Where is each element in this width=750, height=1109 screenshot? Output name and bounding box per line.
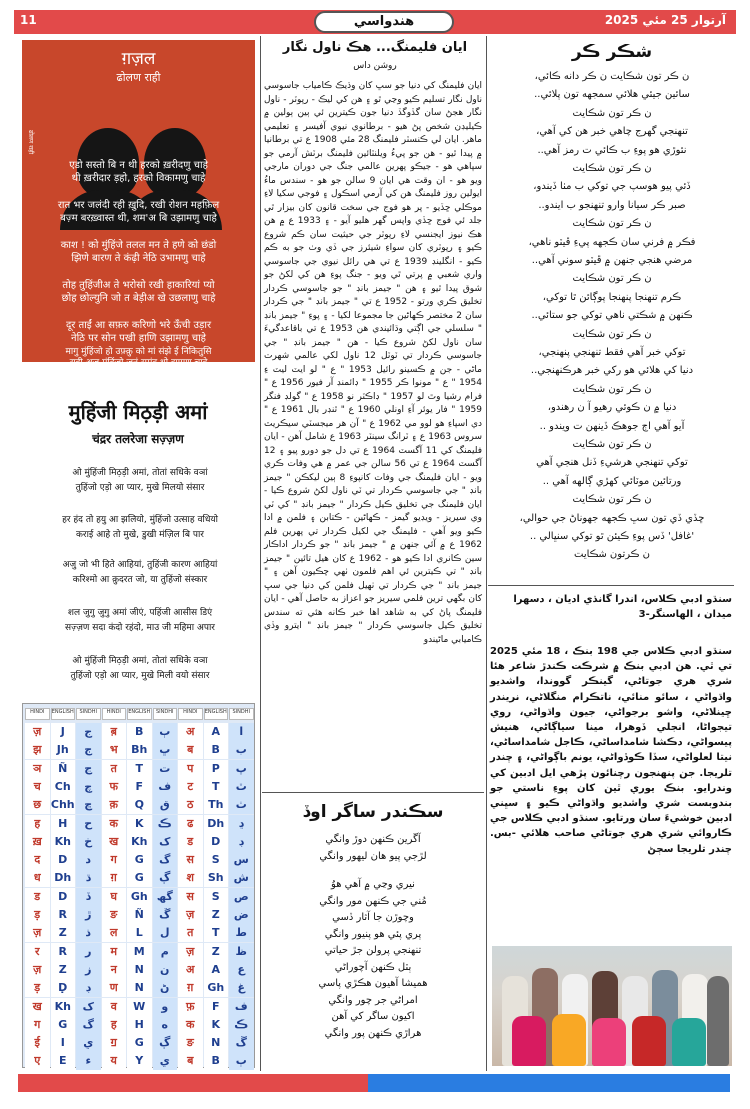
page-header xyxy=(14,10,736,34)
chart-cell: ग़ xyxy=(102,869,127,887)
poem-line: सज़्ज़ण सदा कंदो रहंदो, माउ जी महिमा अपार xyxy=(65,623,215,633)
chart-cell: ब xyxy=(178,741,203,759)
chart-cell: N xyxy=(204,1034,229,1052)
chart-cell: ढ xyxy=(178,815,203,833)
chart-cell: ر xyxy=(76,943,101,961)
news-heading: سنڌو ادبي ڪلاس، اندرا گانڌي اديان ، دسهرا ميدان ، الهاسنگر-3 xyxy=(513,594,732,620)
chart-cell: ग xyxy=(102,851,127,869)
chart-cell: ذ xyxy=(76,924,101,942)
poster-line: थी ख़रीदार ड़हो, हरको विकामणु चाहे xyxy=(71,173,206,184)
chart-cell: द xyxy=(25,851,50,869)
poster-line: रात भर जलंदी रही ख़ुदि, रखी रोशन महफ़िल xyxy=(57,200,220,211)
poem3-line: ن ڪر تون شڪايت xyxy=(572,328,652,340)
chart-cell: श xyxy=(178,869,203,887)
chart-cell: Ch xyxy=(51,778,76,796)
chart-cell: म xyxy=(102,943,127,961)
chart-cell: ड़ xyxy=(25,979,50,997)
chart-cell: ي xyxy=(76,1034,101,1052)
chart-cell: अ xyxy=(178,961,203,979)
chart-cell: Ñ xyxy=(127,906,152,924)
chart-cell: Kh xyxy=(51,833,76,851)
chart-cell: A xyxy=(204,961,229,979)
stanza xyxy=(20,654,260,684)
chart-cell: Jh xyxy=(51,741,76,759)
chart-cell: ग़ xyxy=(178,979,203,997)
chart-cell: ت xyxy=(153,760,178,778)
chart-cell: گھ xyxy=(153,888,178,906)
chart-cell: Chh xyxy=(51,796,76,814)
poster-line: एडो सस्तो बि न थी हरको ख़रीदणु चाहे xyxy=(69,160,208,171)
chart-cell: F xyxy=(127,778,152,796)
chart-cell: त xyxy=(102,760,127,778)
footer-bar-left xyxy=(18,1074,368,1092)
chart-cell: ज़ xyxy=(178,906,203,924)
chart-cell: G xyxy=(127,851,152,869)
chart-cell: ه xyxy=(153,1016,178,1034)
chart-cell: ل xyxy=(153,924,178,942)
chart-cell: ग xyxy=(25,1016,50,1034)
chart-cell: ब़ xyxy=(102,723,127,741)
chart-cell: Q xyxy=(127,796,152,814)
chart-cell: چ xyxy=(76,778,101,796)
chart-cell: ا xyxy=(229,723,254,741)
chart-cell: B xyxy=(127,723,152,741)
chart-cell: न xyxy=(102,961,127,979)
chart-cell: र xyxy=(25,943,50,961)
chart-cell: ٺ xyxy=(229,796,254,814)
chart-cell: ह xyxy=(102,1016,127,1034)
poem3-line: نئوڙي هو پوءِ ب ڪائي ت رمز آهي.. xyxy=(537,144,687,156)
chart-cell: Kh xyxy=(127,833,152,851)
poem3-line: سائين جيئي هلائي سمجهه تون پلائي.. xyxy=(534,89,690,101)
poem3-line: ن ڪرتون شڪايت xyxy=(574,549,650,561)
chart-cell: F xyxy=(204,998,229,1016)
chart-cell: ڃ xyxy=(76,760,101,778)
chart-cell: ज़ xyxy=(25,924,50,942)
chart-cell: A xyxy=(204,723,229,741)
chart-cell: ٻ xyxy=(153,723,178,741)
chart-cell: ص xyxy=(229,888,254,906)
chart-cell: Bh xyxy=(127,741,152,759)
chart-cell: ڪ xyxy=(229,1016,254,1034)
chart-cell: J xyxy=(51,723,76,741)
chart-cell: I xyxy=(51,1034,76,1052)
stanza xyxy=(20,606,260,636)
poem2-title: سڪندر ساگر اوڏ xyxy=(302,802,444,822)
poem-line: तुहिंजो एड़ो आ प्यार, मुखे मिली वयो संसार xyxy=(70,671,210,681)
chart-cell: ف xyxy=(153,778,178,796)
column-divider xyxy=(260,36,261,1071)
poem3-line: دنيا ۾ ن ڪوئي رهيو آ ن رهندو، xyxy=(547,402,677,414)
chart-cell: क xyxy=(102,815,127,833)
chart-cell: ي xyxy=(153,1052,178,1070)
poem3-line: مرضي هنجي جنهن ۾ ڦيٽو سوني آهي.. xyxy=(531,255,693,266)
poem3-line: ن ڪر تون شڪايت ن ڪر دانه ڪائي، xyxy=(534,71,690,82)
poem3-line: توکي تنهنجي هرشيءِ ڏنل هنجي آهي xyxy=(536,457,688,469)
poster-title: ग़ज़ल xyxy=(121,49,156,69)
chart-cell: ڙ xyxy=(76,906,101,924)
chart-cell: س xyxy=(229,851,254,869)
chart-cell: ح xyxy=(76,815,101,833)
poem-line: ओ मुंहिंजी मिठ़ड़ी अमां, तोतां सधिके वञा xyxy=(72,656,208,666)
stanza xyxy=(20,513,260,543)
chart-cell: گ xyxy=(76,1016,101,1034)
chart-cell: P xyxy=(204,760,229,778)
chart-cell: ٽ xyxy=(229,778,254,796)
chart-cell: پ xyxy=(229,760,254,778)
chart-cell: G xyxy=(51,1016,76,1034)
chart-cell: K xyxy=(127,815,152,833)
poem2-line: هراڙي ڪنهن پور وانگي xyxy=(324,1027,422,1039)
chart-cell: Z xyxy=(51,961,76,979)
chart-cell: ع xyxy=(229,961,254,979)
chart-column-header: HINDI xyxy=(102,708,127,720)
chart-cell: Dh xyxy=(204,815,229,833)
chart-cell: क़ xyxy=(102,796,127,814)
chart-cell: ल xyxy=(102,924,127,942)
chart-cell: E xyxy=(51,1052,76,1070)
poem2-line: وچوڙن جا آثار ڏسي xyxy=(332,912,414,923)
chart-cell: ڱ xyxy=(153,906,178,924)
poem-line: अजु जो भी हिते आहियां, तुहिंजी कारण आहियां xyxy=(62,560,218,570)
chart-cell: ड xyxy=(25,888,50,906)
chart-cell: फ xyxy=(102,778,127,796)
chart-cell: ध xyxy=(25,869,50,887)
poem-line: ओ मुंहिंजी मिठ़ड़ी अमां, तोतां सधिके वञां xyxy=(72,468,208,478)
poster-line: झिणे बारण ते कंढ़ी नेठि उभामणु चाहे xyxy=(71,253,206,264)
chart-cell: छ xyxy=(25,796,50,814)
poster-line: बज़्म बरख़्वास्त थी, शम'अ बि उझामणु चाहे xyxy=(60,213,217,224)
poem2-line: هميشا آهيون هڪڙي پاسي xyxy=(318,978,428,989)
chart-cell: प xyxy=(178,760,203,778)
poster-author: ढोलण राही xyxy=(116,71,161,84)
chart-column-header: ENGLISH xyxy=(204,708,229,720)
poem3-line: ن ڪر تون شڪايت xyxy=(572,273,652,285)
ghazal-poster xyxy=(22,40,255,368)
chart-cell: غ xyxy=(229,979,254,997)
chart-cell: ک xyxy=(153,833,178,851)
group-photo xyxy=(492,946,732,1066)
chart-cell: ॻ xyxy=(102,1034,127,1052)
chart-cell: ڌ xyxy=(76,869,101,887)
chart-cell: Ñ xyxy=(51,760,76,778)
chart-cell: D xyxy=(51,851,76,869)
chart-cell: ڊ xyxy=(229,833,254,851)
chart-cell: ई xyxy=(25,1034,50,1052)
poem3-line: ن ڪر تون شڪايت xyxy=(572,218,652,230)
chart-cell: T xyxy=(204,778,229,796)
chart-cell: B xyxy=(204,741,229,759)
chart-cell: ٻ xyxy=(229,1052,254,1070)
chart-cell: ब xyxy=(178,1052,203,1070)
chart-cell: ض xyxy=(229,906,254,924)
chart-cell: W xyxy=(127,998,152,1016)
chart-column-header: HINDI xyxy=(25,708,50,720)
chart-cell: ڍ xyxy=(229,815,254,833)
chart-cell: ڳ xyxy=(153,869,178,887)
chart-cell: Y xyxy=(127,1052,152,1070)
chart-cell: ट xyxy=(178,778,203,796)
alphabet-chart xyxy=(22,703,255,1068)
chart-cell: ڄ xyxy=(76,741,101,759)
chart-column-header: ENGLISH xyxy=(127,708,152,720)
chart-column-header: HINDI xyxy=(178,708,203,720)
poem3-line: صبر ڪر سيانا وارو تنهنجو ب ايندو.. xyxy=(538,199,686,211)
chart-cell: ख़ xyxy=(25,833,50,851)
chart-cell: घ xyxy=(102,888,127,906)
chart-column-header: SINDHI xyxy=(153,708,178,720)
chart-cell: ڳ xyxy=(153,1034,178,1052)
poster-line: राही अजु मुंहिंजो जूनूं समुंडु थो झाग़णु चाहे xyxy=(69,358,208,368)
poem2-line: تنهنجي پرولن جڙ حياتي xyxy=(324,945,422,956)
chart-cell: ظ xyxy=(229,943,254,961)
chart-cell: अ xyxy=(178,723,203,741)
chart-cell: ن xyxy=(153,961,178,979)
poem3-line: ن ڪر تون شڪايت xyxy=(572,163,652,174)
page-number: 11 xyxy=(20,13,37,27)
poem3-line: تنهنجي گهرج چاهي خبر هن کي آهي، xyxy=(536,126,688,138)
chart-cell: R xyxy=(51,906,76,924)
chart-cell: ک xyxy=(76,998,101,1016)
chart-cell: ڱ xyxy=(229,1034,254,1052)
chart-cell: B xyxy=(204,1052,229,1070)
poster-line: काश ! को मुंहिंजे तलल मन ते हणे को छंडो xyxy=(60,240,217,251)
chart-cell: Th xyxy=(204,796,229,814)
chart-cell: و xyxy=(153,998,178,1016)
poster-line: नेठि पर सोन पखी हाणि उझामणु चाहे xyxy=(71,333,206,344)
poem3-line: ڇڏي ڏي تون سڀ ڪجهه جهوناڻ جي حوالي، xyxy=(519,512,705,524)
chart-cell: G xyxy=(127,1034,152,1052)
stanza xyxy=(20,466,260,496)
poem-author: चंद्रर तलरेजा सज़्ज़ण xyxy=(92,432,184,446)
chart-cell: त xyxy=(178,924,203,942)
chart-cell: ڻ xyxy=(153,979,178,997)
chart-cell: ज़ xyxy=(178,943,203,961)
chart-cell: ج xyxy=(76,723,101,741)
chart-cell: ز xyxy=(76,961,101,979)
poster-line: मागु मुंहिंजो हो उफ़्क़ु को मां संझे ई निकितुसि xyxy=(65,347,212,357)
poem-title: मुहिंजी मिठ़ड़ी अमां xyxy=(68,400,208,424)
chart-cell: ب xyxy=(229,741,254,759)
chart-cell: K xyxy=(204,1016,229,1034)
chart-cell: گ xyxy=(153,851,178,869)
chart-cell: خ xyxy=(76,833,101,851)
chart-cell: स xyxy=(178,888,203,906)
poster-line: दूर ताईं आ सफ़रु करिणो भरे ऊँची उड़ार xyxy=(65,320,212,331)
footer-bar-right xyxy=(368,1074,730,1092)
poem3-line: ن ڪر تون شڪايت xyxy=(572,107,652,119)
chart-column-header: ENGLISH xyxy=(51,708,76,720)
chart-cell: ह xyxy=(25,815,50,833)
chart-cell: H xyxy=(127,1016,152,1034)
section-divider xyxy=(262,792,484,793)
chart-cell: M xyxy=(127,943,152,961)
poster-line: छोह छोल्युनि जो त बेड़ीअ खे उछलाणु चाहे xyxy=(61,293,216,304)
poem3-line: ڪرم تنهنجا پنهنجا پوڳائن ٿا توکي، xyxy=(542,291,682,303)
chart-cell: ङ xyxy=(102,906,127,924)
poem-line: हर हंद तो हयु आ झलियो, मुंहिंजो उत्साह वधियो xyxy=(62,515,218,525)
poem3-line: ن ڪر تون شڪايت xyxy=(572,439,652,450)
article-body: ايان فليمنگ کي دنيا جو سڀ کان وڌيڪ ڪامياب جاسوسي ناول نگار تسليم ڪيو وڃي ٿو ۽ هن کي ليڪ - رپوٽر - ناول نگار هجڻ سان گڏوگڏ دنيا جون ڪيترين ئي ٻين ٻولين ۾ ڪيليڊن شخص پڻ هيو - برطانوي نيوي آفيسر ۽ تعليمي ماهر. ايان لي ڪنسٽر فليمنگ 28 مئي 1908 ع تي برطانيا ۾ پيدا ٿيو - هن جو پيءُ ويلنٽائين فليمنگ برٽش آرمي جو سپاهي هو - جيڪو پهرين عالمي جنگ جي دوران مارجي ويو هو - ان وقت هي ايان 9 سالن جو هو - سندس ماءُ ايولين روز فليمنگ هن کي آرمي اسڪول ۽ فوجي سکيا لاءِ موڪلي ڇڏيو - پر هو فوج جي سخت قانون کان بيزار ٿي جلد ئي فوج ڇڏي واپس گهر هليو آيو - ۽ 1933 ع ۾ هن هڪ نيوز ايجنسي لاءِ رپوٽر جي حيثيت سان ڪم شروع ڪيو ۽ رپوٽري کان سواءِ شيئرز جي ڏي وٺ جو به ڪم ڪيو - انگلينڊ 1939 ع تي هي رائل نيوي جي جاسوسي واري شعبي ۾ پرتي ٿي ويو - جنگ پوءِ هن کي لکڻ جو شوق پيدا ٿيو ۽ هن " جيمز بانڊ " جو جاسوسي ڪردار تخليق ڪري ورتو - 1952 ع تي " جيمز بانڊ " جي ڪردار سان 2 مختصر ڪهاڻين جا مجموعا لکيا - ۽ پوءِ " جيمز بانڊ " سلسلي جي اڳتي وڌائيندي هن 1953 ع تي باقاعدگيءَ سان ناول لکڻ شروع ڪيا - هن " جيمز بانڊ " جي جاسوسي ڪردار تي ٽوٽل 12 ناول لکي عالمي شهرت ماڻي - جن ۾ ڪسينو رائيل 1953 " ع " لو ايٽ ليٽ ءِ 1954 " ع " مونوا ڪر 1955 " ڊائمنڊ آر فيور 1956 ع " فرام رشيا وٿ لو 1957 " ڊاڪٽر نو 1958 ع " گولڊ فنگر 1959 " فار يوئر آءِ اونلي 1960 ع " ٿنڊر بال 1961 ع " دي اسپاءِ هو لوو مي 1962 ع " آن هر ميجسٽي سيڪريٽ سروس 1963 ع ۽ ٽرانگ سينٽر 1963 ع شامل آهن - ايان فليمنگ کي 11 آگسٽ 1964 ع تي دل جو دورو پيو ۽ 12 آگسٽ 1964 ع تي 56 سالن جي عمر ۾ هي وفات ڪري ويو - ايان فليمنگ جي وفات کانپوءِ 8 ٻين ليکڪن " جيمز بانڊ " جي جاسوسي ڪردار تي ٽي ناول لکڻ شروع ڪيا - ايان فليمنگ جي تخليق ڪيل ڪردار " جيمز بانڊ " کي ٽي وي سيريز - ويڊيو گيمز - ڪهاڻين - ڪتابن ۽ فلمن ۾ ادا ڪيو ويو آهي - فليمنگ جي لکيل ڪردار تي پهرين فلم 1962 ع ۾ آئي جنهن ۾ " جيمز بانڊ " جو ڪردار اداڪار سين ڪانري ادا ڪيو هو - 1962 ع کان هيل تائين " جيمز بانڊ " تي ڪيترين ئي اهم فلمون ٺهي چڪيون آهن ۽ " جيمز بانڊ " جي ڪردار تي ٺهيل فلمن کي دنيا جي سڀ کان بگهي ترين فلمي سيريز جو اعزاز به حاصل آهي - ايان فليمنگ پاڻ کي به شاهد اها خبر ڪانه هئي ته سندس تخليق ڪيل جاسوسي ڪردار " جيمز بانڊ " ايترو وڏي ڪاميابي ماڻيندو xyxy=(264,81,483,645)
chart-cell: Z xyxy=(51,924,76,942)
chart-cell: D xyxy=(51,888,76,906)
chart-cell: ڪ xyxy=(153,815,178,833)
chart-cell: Gh xyxy=(204,979,229,997)
poem3-line: ورتائين موٽائي کهڙي ڳالهه آهي .. xyxy=(542,475,682,487)
chart-cell: ڊ xyxy=(76,979,101,997)
chart-cell: م xyxy=(153,943,178,961)
chart-cell: R xyxy=(51,943,76,961)
chart-cell: झ xyxy=(25,741,50,759)
chart-cell: ठ xyxy=(178,796,203,814)
chart-cell: व xyxy=(102,998,127,1016)
chart-cell: भ xyxy=(102,741,127,759)
chart-cell: ڏ xyxy=(76,888,101,906)
chart-cell: ख xyxy=(25,998,50,1016)
chart-cell: ज़ xyxy=(25,961,50,979)
poem-line: तुहिंजो एड़ो आ प्यार, मुखे मिलयो संसार xyxy=(75,483,205,493)
article-author: روشن داس xyxy=(353,61,397,71)
chart-cell: ञ xyxy=(25,760,50,778)
chart-cell: ङ xyxy=(178,1034,203,1052)
poem2-line: امراڻي جر چور وانگي xyxy=(328,994,418,1006)
chart-column-header: SINDHI xyxy=(229,708,254,720)
issue-date: آرتوار 25 مئي 2025 xyxy=(604,13,726,27)
chart-cell: N xyxy=(127,961,152,979)
article-title: ايان فليمنگ... هڪ ناول نگار xyxy=(282,40,468,55)
masthead-logo: هندواسي xyxy=(314,11,454,33)
poem2-line: لڙجي پيو هان ليهور وانگي xyxy=(319,850,427,862)
chart-cell: Kh xyxy=(51,998,76,1016)
poem3-line: 'غافل' ڏس پوءِ ڪيئن ٿو توکي سنڀالي .. xyxy=(529,531,695,542)
chart-cell: S xyxy=(204,888,229,906)
poem3-line: ن ڪر تون شڪايت xyxy=(572,494,652,506)
chart-cell: ق xyxy=(153,796,178,814)
poem2-line: ٻٽل ڪنهن آچوراڻي xyxy=(334,961,412,973)
poem-line: कराई आहे तो मुखे, डुखी मंज़िल बि पार xyxy=(75,530,204,540)
chart-cell: L xyxy=(127,924,152,942)
chart-cell: ش xyxy=(229,869,254,887)
chart-cell: य xyxy=(102,1052,127,1070)
chart-cell: ख xyxy=(102,833,127,851)
section-divider xyxy=(488,585,734,586)
chart-cell: T xyxy=(204,924,229,942)
chart-cell: ڀ xyxy=(153,741,178,759)
chart-cell: Dh xyxy=(51,869,76,887)
poem3-line: توکي خبر آهي فقط تنهنجي پنهنجي، xyxy=(538,347,686,358)
chart-cell: Gh xyxy=(127,888,152,906)
chart-cell: Sh xyxy=(204,869,229,887)
chart-cell: Z xyxy=(204,943,229,961)
chart-cell: ط xyxy=(229,924,254,942)
chart-cell: ण xyxy=(102,979,127,997)
poem-line: करिश्मो आ क़ुदरत जो, या तुहिंजो संस्कार xyxy=(72,575,208,585)
poem3-line: ن ڪر تون شڪايت xyxy=(572,383,652,395)
poem2-line: مُني جي ڪنهن مور وانگي xyxy=(319,895,427,907)
poem2-line: نيري وڃي ۾ آهي هوُ xyxy=(331,879,415,890)
chart-cell: ف xyxy=(229,998,254,1016)
chart-cell: Ḍ xyxy=(51,979,76,997)
chart-cell: N xyxy=(127,979,152,997)
chart-cell: د xyxy=(76,851,101,869)
poem3-line: آيو آهي اڄ جوهڪ ڏينهن ت ويندو .. xyxy=(539,420,685,432)
poem3-line: دنيا کي هلائي هو رکي خبر هرڪنهنجي.. xyxy=(530,365,694,377)
chart-cell: ء xyxy=(76,1052,101,1070)
chart-cell: ज़ xyxy=(25,723,50,741)
column-divider xyxy=(486,36,487,1071)
chart-cell: S xyxy=(204,851,229,869)
chart-cell: ए xyxy=(25,1052,50,1070)
chart-cell: D xyxy=(204,833,229,851)
chart-cell: Z xyxy=(204,906,229,924)
chart-cell: च xyxy=(25,778,50,796)
chart-cell: ड़ xyxy=(25,906,50,924)
poem2-line: اکيون ساگر کي آهن xyxy=(331,1011,415,1022)
chart-cell: G xyxy=(127,869,152,887)
poem3-line: فڪر ۾ فرني سان ڪجهه پيءِ ڦيٽو ناهي، xyxy=(528,236,696,248)
chart-column-header: SINDHI xyxy=(76,708,101,720)
poem2-line: پري پئي هو پنيور وانگي xyxy=(324,928,422,940)
chart-cell: फ़ xyxy=(178,998,203,1016)
poster-line: तोह तुहिंजीअ ते भरोसो रखी हाकारियां प्यो xyxy=(62,280,215,291)
chart-cell: ड xyxy=(178,833,203,851)
chart-cell: क xyxy=(178,1016,203,1034)
news-body: سنڌو ادبي ڪلاس جي 198 بنڪ ، 18 مئي 2025 تي ٿي. هن ادبي بنڪ ۾ شرڪت ڪندڙ شاعر هئا شري هري جوتاڻي، گينڪر گووندا، واشديو واڌواڻي ، سائو منائي، ناتڪرام منگلاڻي، نريندر ڇينلاڻي، واشو برجواڻي، جيون واڌواڻي، روي تيجواڻا، انجلي ڏوهرا، مينا سياڳاڻي، هنيش پيسواڻي، دڪشا شامداساڻي، ڪاجل شامداساڻي، نيتا لعلواڻي، سڏا ڪوڏواڻي، يونم باڳواڻي، ۽ چندر تلريجا. جن پنهنجون رچنائون پڙهي ايل ادبين کي وندرايو. بنڪ يوري ٿين کان پوءِ ناستي جو بندوبست شري واشديو واڌواڻي ڪيو ۽ سڀني ادبين خوشيءَ سان ورتايو. سنڌو ادبي ڪلاس جي ڪاروائي شري هري جوتاڻي صاحب هلائي -بس. چندر تلريجا سڄڻ xyxy=(490,646,732,855)
chart-cell: H xyxy=(51,815,76,833)
poster-side-text: ढोलण राही xyxy=(27,130,34,154)
chart-cell: स xyxy=(178,851,203,869)
poem-line: शल जुगु जुगु अमां जीएं, पहिंजी आसीस डिएं xyxy=(67,608,213,618)
chart-cell: ڇ xyxy=(76,796,101,814)
stanza xyxy=(20,558,260,588)
poem3-title: شڪر ڪر xyxy=(571,42,653,62)
chart-cell: T xyxy=(127,760,152,778)
poem2-line: آڱرين ڪنهن دوڙ وانگي xyxy=(325,834,421,845)
poem3-line: ڪنهن ۾ شڪتي ناهي توکي جو ستائي.. xyxy=(531,310,693,322)
poem3-line: ڏئي پيو هوسپ جي توکي ب مٺا ڏيندو، xyxy=(533,181,691,193)
